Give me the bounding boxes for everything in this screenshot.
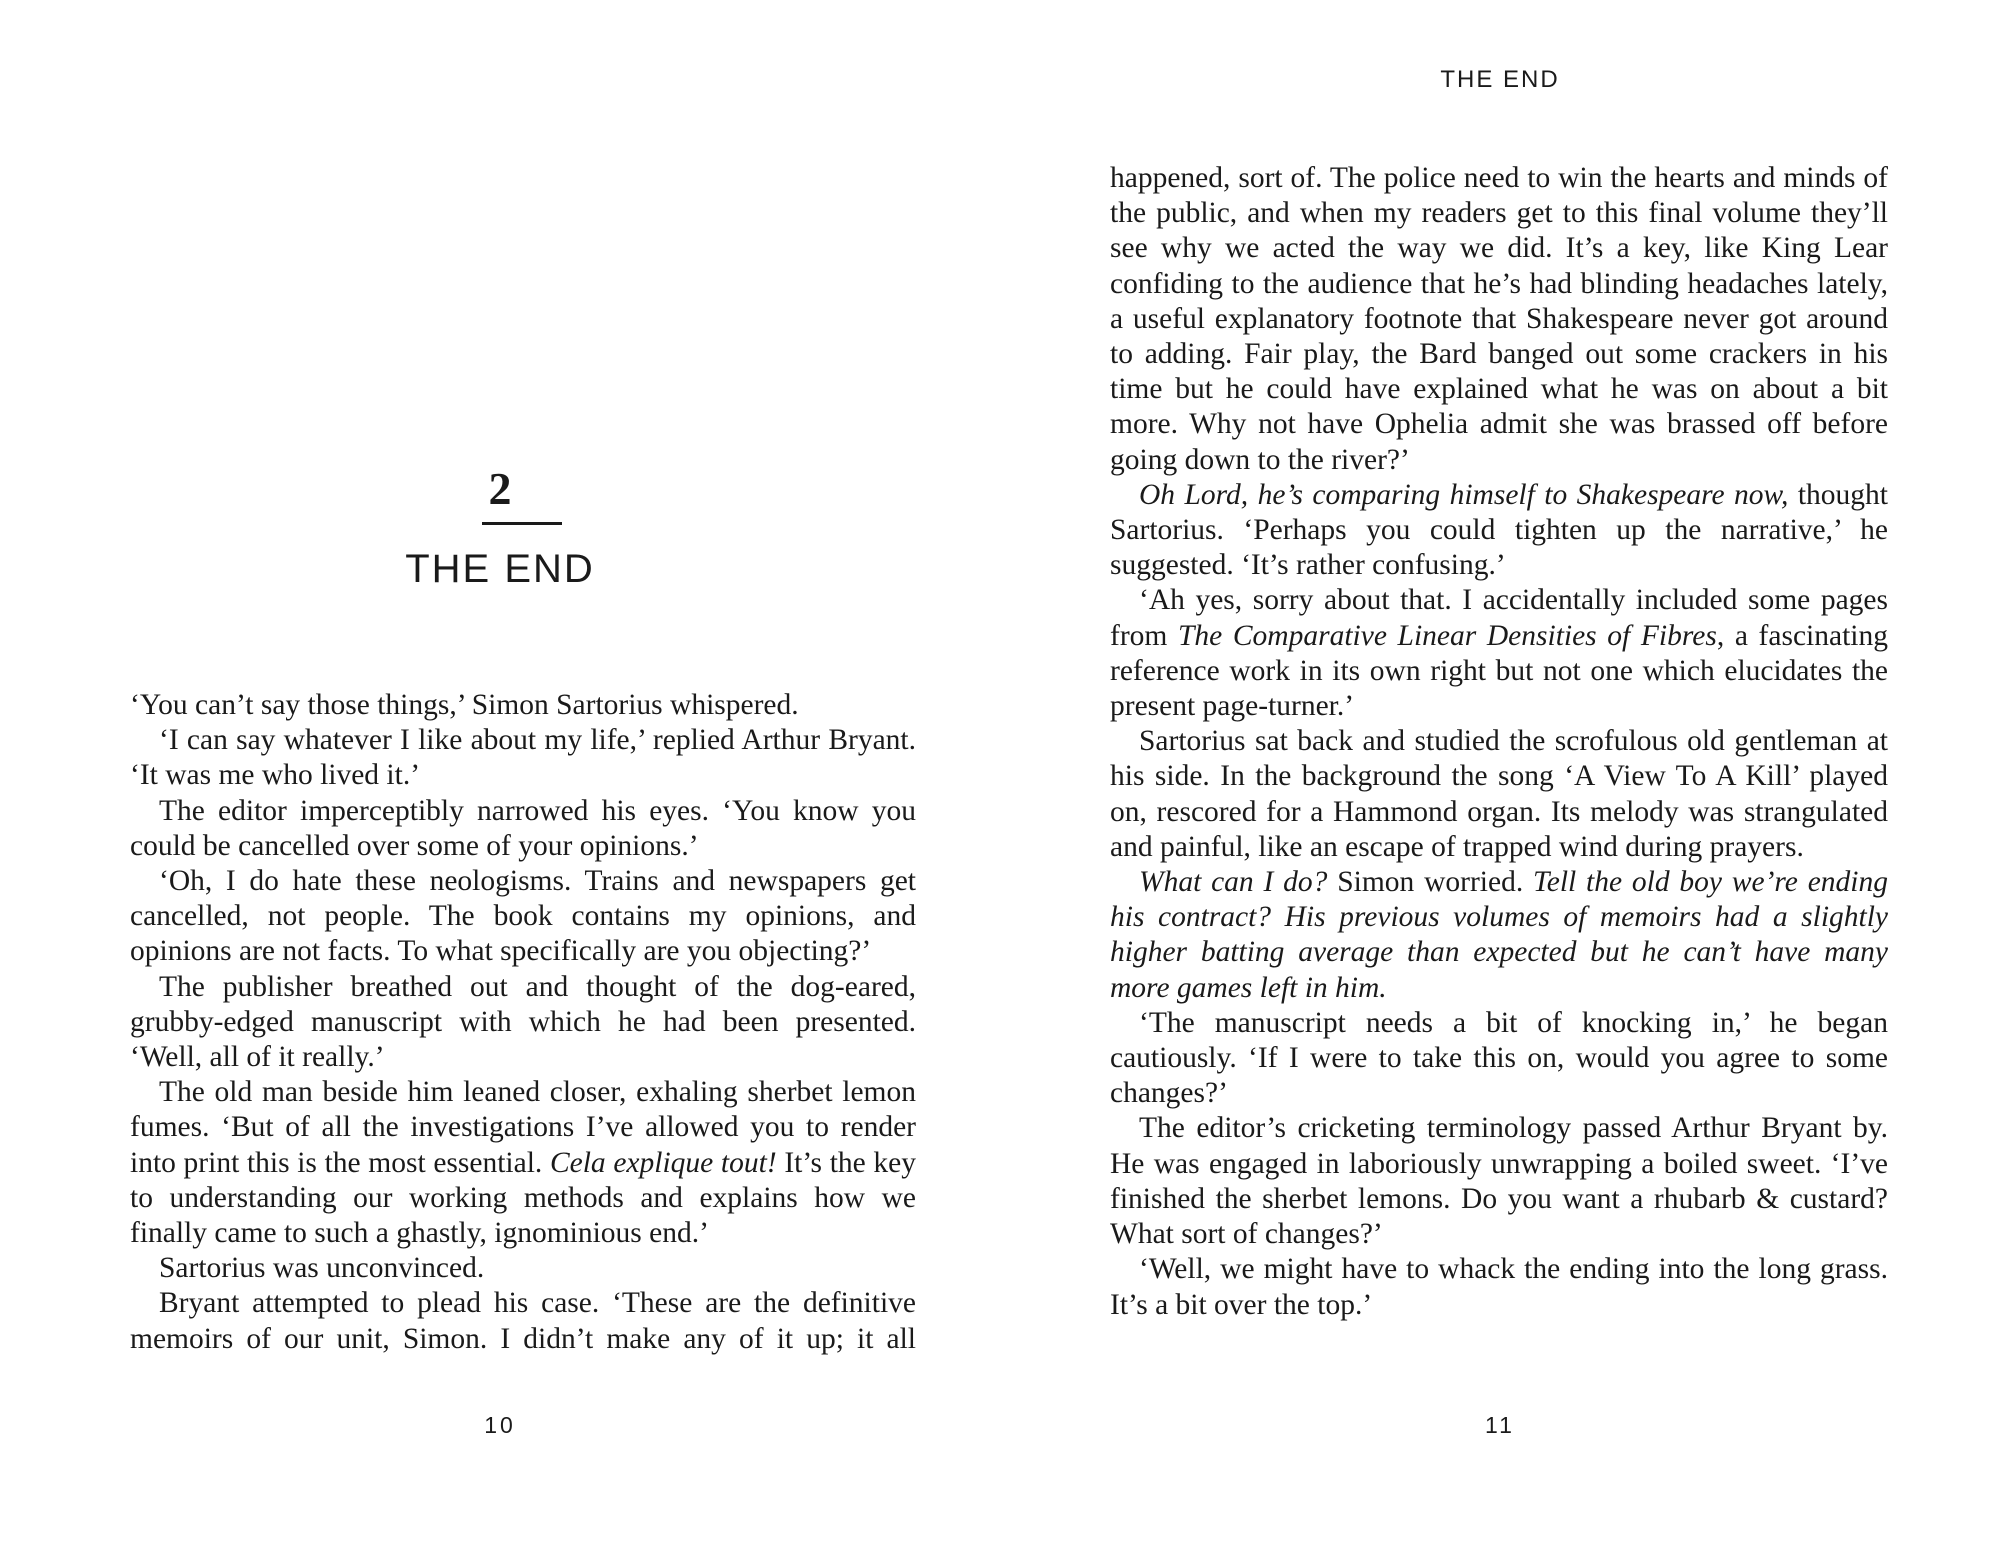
page-number: 11	[1485, 1412, 1515, 1438]
chapter-rule	[482, 522, 562, 525]
paragraph: What can I do? Simon worried. Tell the old boy we’re ending his contract? His previous volumes of memoirs had a slightly higher batting average than expected but he can’t have many more games left in him.	[1110, 866, 1888, 1004]
paragraph: ‘Ah yes, sorry about that. I accidentally included some pages from The Comparative Linear Densities of Fibres, a fascinating reference work in its own right but not one which elucidates the present page-turner.’	[1110, 584, 1888, 723]
paragraph: ‘You can’t say those things,’ Simon Sartorius whispered.	[130, 689, 799, 721]
chapter-title: THE END	[405, 547, 595, 591]
paragraph: The publisher breathed out and thought of the dog-eared, grubby-edged manuscript with which he had been presented. ‘Well, all of it really.’	[130, 970, 916, 1074]
paragraph: The old man beside him leaned closer, exhaling sherbet lemon fumes. ‘But of all the investigations I’ve allowed you to render into print this is the most essential. Cela explique tout! It’s the key to understanding our working methods and explains how we finally came to such a ghastly, ignominious end.’	[130, 1076, 916, 1250]
paragraph: Bryant attempted to plead his case. ‘These are the definitive memoirs of our unit, Simon. I didn’t make any of it up; it all	[130, 1287, 916, 1355]
page-number: 10	[484, 1412, 516, 1438]
body-text	[130, 688, 916, 1357]
paragraph: The editor’s cricketing terminology passed Arthur Bryant by. He was engaged in laboriously unwrapping a boiled sweet. ‘I’ve finished the sherbet lemons. Do you want a rhubarb & custard? What sort of changes?’	[1110, 1112, 1888, 1251]
paragraph: ‘The manuscript needs a bit of knocking in,’ he began cautiously. ‘If I were to take this on, would you agree to some changes?’	[1110, 1006, 1888, 1110]
paragraph: ‘Oh, I do hate these neologisms. Trains and newspapers get cancelled, not people. The book contains my opinions, and opinions are not facts. To what specifically are you objecting?’	[130, 865, 916, 968]
body-text	[1110, 161, 1888, 1323]
chapter-number: 2	[488, 463, 512, 514]
paragraph: ‘I can say whatever I like about my life,’ replied Arthur Bryant. ‘It was me who lived it.’	[130, 724, 916, 792]
paragraph: The editor imperceptibly narrowed his eyes. ‘You know you could be cancelled over some of your opinions.’	[130, 794, 916, 862]
paragraph: Sartorius was unconvinced.	[159, 1252, 485, 1285]
paragraph: ‘Well, we might have to whack the ending into the long grass. It’s a bit over the top.’	[1110, 1253, 1888, 1321]
paragraph: Sartorius sat back and studied the scrofulous old gentleman at his side. In the background the song ‘A View To A Kill’ played on, rescored for a Hammond organ. Its melody was strangulated and painful, like an escape of trapped wind during prayers.	[1110, 725, 1888, 863]
right-page	[1000, 0, 2000, 1557]
running-head: THE END	[1440, 66, 1560, 93]
paragraph: happened, sort of. The police need to win the hearts and minds of the public, and when my readers get to this final volume they’ll see why we acted the way we did. It’s a key, like King Lear confiding to the audience that he’s had blinding headaches lately, a useful explanatory footnote that Shakespeare never got around to adding. Fair play, the Bard banged out some crackers in his time but he could have explained what he was on about a bit more. Why not have Ophelia admit she was brassed off before going down to the river?’	[1110, 162, 1888, 476]
paragraph: Oh Lord, he’s comparing himself to Shakespeare now, thought Sartorius. ‘Perhaps you could tighten up the narrative,’ he suggested. ‘It’s rather confusing.’	[1110, 478, 1888, 582]
